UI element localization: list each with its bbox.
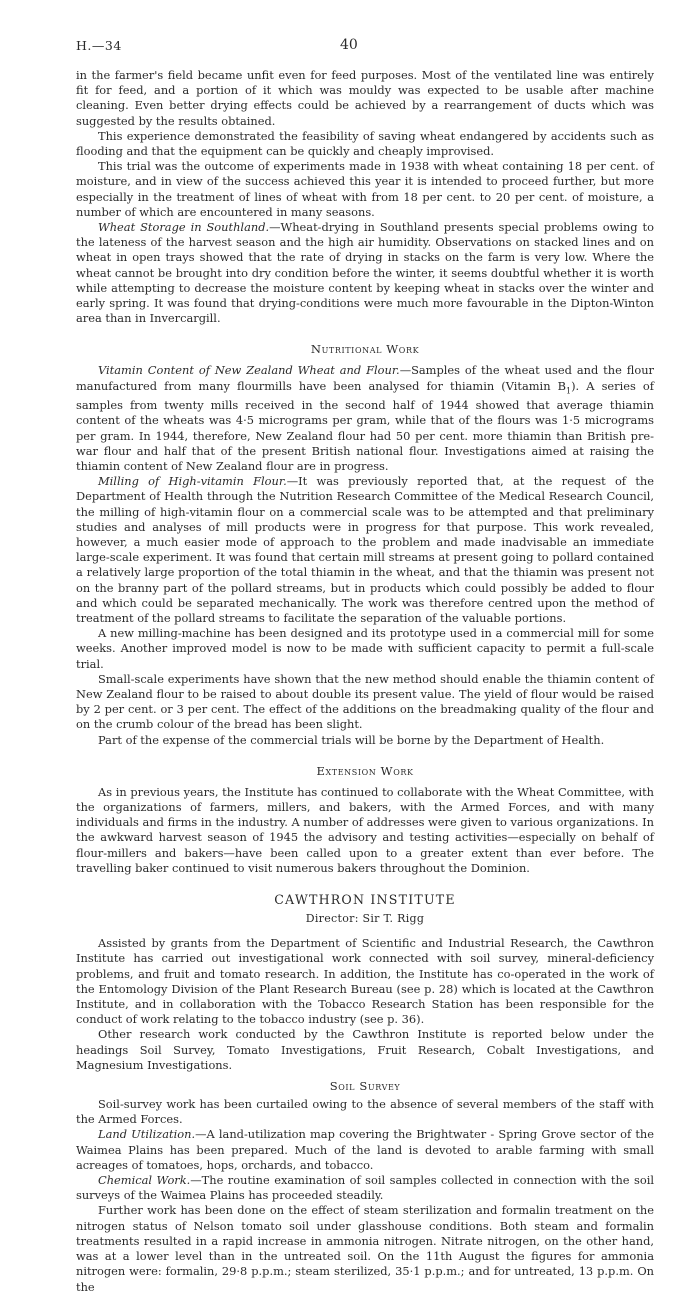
land-utilization-title: Land Utilization. [98,1127,196,1142]
milling-text: —It was previously reported that, at the request of the Department of Health through the Nutrition Research Committee of the Medical Research Council, the milling of high-vitamin flour on a commercial scale was to be attempted and that preliminary studies and analyses of mill products were in progress for that purpose. This work revealed, however, a much easier mode of approach to the problem and made inadvisable an immediate large-scale experiment. It was found that certain mill streams at present going to pollard contained a relatively large proportion of the total thiamin in the wheat, and that the thiamin was present not on the branny part of the pollard streams, but in products which could possibly be added to flour and which could be separated mechanically. The work was therefore centred upon the method of treatment of the pollard streams to facilitate the separation of the valuable portions. [76,474,654,625]
paragraph-cawthron-grants: Assisted by grants from the Department of Scientific and Industrial Research, the Cawthron Institute has carried out investigational work connected with soil survey, mineral-deficiency problems, and fruit and tomato research. In addition, the Institute has co-operated in the work of the Entomology Division of the Plant Research Bureau (see p. 28) which is located at the Cawthron Institute, and in collaboration with the Tobacco Research Station has been responsible for the conduct of work relating to the tobacco industry (see p. 36). [76,936,654,1027]
director-line: Director: Sir T. Rigg [305,912,425,926]
paragraph-trial-outcome: This trial was the outcome of experiments made in 1938 with wheat containing 18 per cent. of moisture, and in view of the success achieved this year it is intended to proceed further, but more especially in the treatment of lines of wheat with from 18 per cent. to 20 per cent. of moisture, a number of which are encountered in many seasons. [76,159,654,219]
paragraph-wheat-storage [76,220,654,326]
paragraph-further-work: Further work has been done on the effect of steam sterilization and formalin treatment on the nitrogen status of Nelson tomato soil under glasshouse conditions. Both steam and formalin treatments resulted in a rapid increase in ammonia nitrogen. Nitrate nitrogen, on the other hand, was at a lower level than in the untreated soil. On the 11th August the figures for ammonia nitrogen were: formalin, 29·8 p.p.m.; steam sterilized, 35·1 p.p.m.; and for untreated, 13 p.p.m. On the [76,1203,654,1294]
paragraph-vitamin-content [76,363,654,474]
paragraph-soil-intro: Soil-survey work has been curtailed owing to the absence of several members of the staff with the Armed Forces. [76,1097,654,1127]
cawthron-institute-heading: CAWTHRON INSTITUTE [274,892,456,908]
land-utilization-text: —A land-utilization map covering the Brightwater - Spring Grove sector of the Waimea Plains has been prepared. Much of the land is devoted to arable farming with small acreages of tomatoes, hops, orchards, and tobacco. [76,1127,654,1172]
chemical-work-text: —The routine examination of soil samples collected in connection with the soil surveys of the Waimea Plains has proceeded steadily. [76,1173,654,1203]
page-number: 40 [340,37,358,53]
chemical-work-title: Chemical Work. [98,1173,191,1188]
vitamin-content-title: Vitamin Content of New Zealand Wheat and Flour. [98,363,400,378]
paragraph-extension: As in previous years, the Institute has continued to collaborate with the Wheat Committee, with the organizations of farmers, millers, and bakers, with the Armed Forces, and with many individuals and firms in the industry. A number of addresses were given to various organizations. In the awkward harvest season of 1945 the advisory and testing activities—especially on behalf of flour-millers and bakers—have been called upon to a greater extent than ever before. The travelling baker continued to visit numerous bakers throughout the Dominion. [76,784,654,875]
paragraph-continuation: in the farmer's field became unfit even for feed purposes. Most of the ventilated line was entirely fit for feed, and a portion of it which was mouldy was expected to be usable after machine cleaning. Even better drying effects could be achieved by a rearrangement of ducts which was suggested by the results obtained. [76,68,654,128]
vitamin-subscript: 1 [566,385,572,395]
paragraph-milling-machine: A new milling-machine has been designed and its prototype used in a commercial mill for some weeks. Another improved model is now to be made with sufficient capacity to permit a full-scale trial. [76,626,654,671]
paragraph-feasibility: This experience demonstrated the feasibility of saving wheat endangered by accidents such as flooding and that the equipment can be quickly and cheaply improvised. [76,128,654,159]
extension-work-heading: Extension Work [316,763,414,778]
paragraph-small-scale: Small-scale experiments have shown that the new method should enable the thiamin content of New Zealand flour to be raised to about double its present value. The yield of flour would be raised by 2 per cent. or 3 per cent. The effect of the additions on the breadmaking quality of the flour and on the crumb colour of the bread has been slight. [76,671,654,732]
soil-survey-heading: Soil Survey [329,1079,401,1094]
document-reference: H.—34 [76,38,122,53]
vitamin-text-b: ). A series of samples from twenty mills received in the second half of 1944 showed that average thiamin content of the wheats was 4·5 micrograms per gram, while that of the flours was 1·5 micrograms per gram. In 1944, therefore, New Zealand flour had 50 per cent. more thiamin than British pre-war flour and half that of the present British national flour. Investigations aimed at raising the thiamin content of New Zealand flour are in progress. [76,378,654,473]
paragraph-cawthron-other: Other research work conducted by the Cawthron Institute is reported below under the headings Soil Survey, Tomato Investigations, Fruit Research, Cobalt Investigations, and Magnesium Investigations. [76,1027,654,1072]
vitamin-text-a: —Samples of the wheat used and the flour manufactured from many flourmills have been analysed for thiamin (Vitamin B [76,363,654,393]
nutritional-work-heading: Nutritional Work [310,342,420,357]
page-header [76,38,654,68]
wheat-storage-text: —Wheat-drying in Southland presents special problems owing to the lateness of the harvest season and the high air humidity. Observations on stacked lines and on wheat in open trays showed that the rate of drying in stacks on the farm is very low. Where the wheat cannot be brought into dry condition before the winter, it seems doubtful whether it is worth while attempting to decrease the moisture content by keeping wheat in stacks over the winter and early spring. It was found that drying-conditions were much more favourable in the Dipton-Winton area than in Invercargill. [76,220,654,326]
paragraph-land-utilization [76,1127,654,1173]
paragraph-milling [76,474,654,626]
wheat-storage-title: Wheat Storage in Southland. [98,220,270,235]
milling-title: Milling of High-vitamin Flour. [98,474,287,489]
paragraph-expense: Part of the expense of the commercial trials will be borne by the Department of Health. [98,732,605,747]
paragraph-chemical-work [76,1173,654,1203]
